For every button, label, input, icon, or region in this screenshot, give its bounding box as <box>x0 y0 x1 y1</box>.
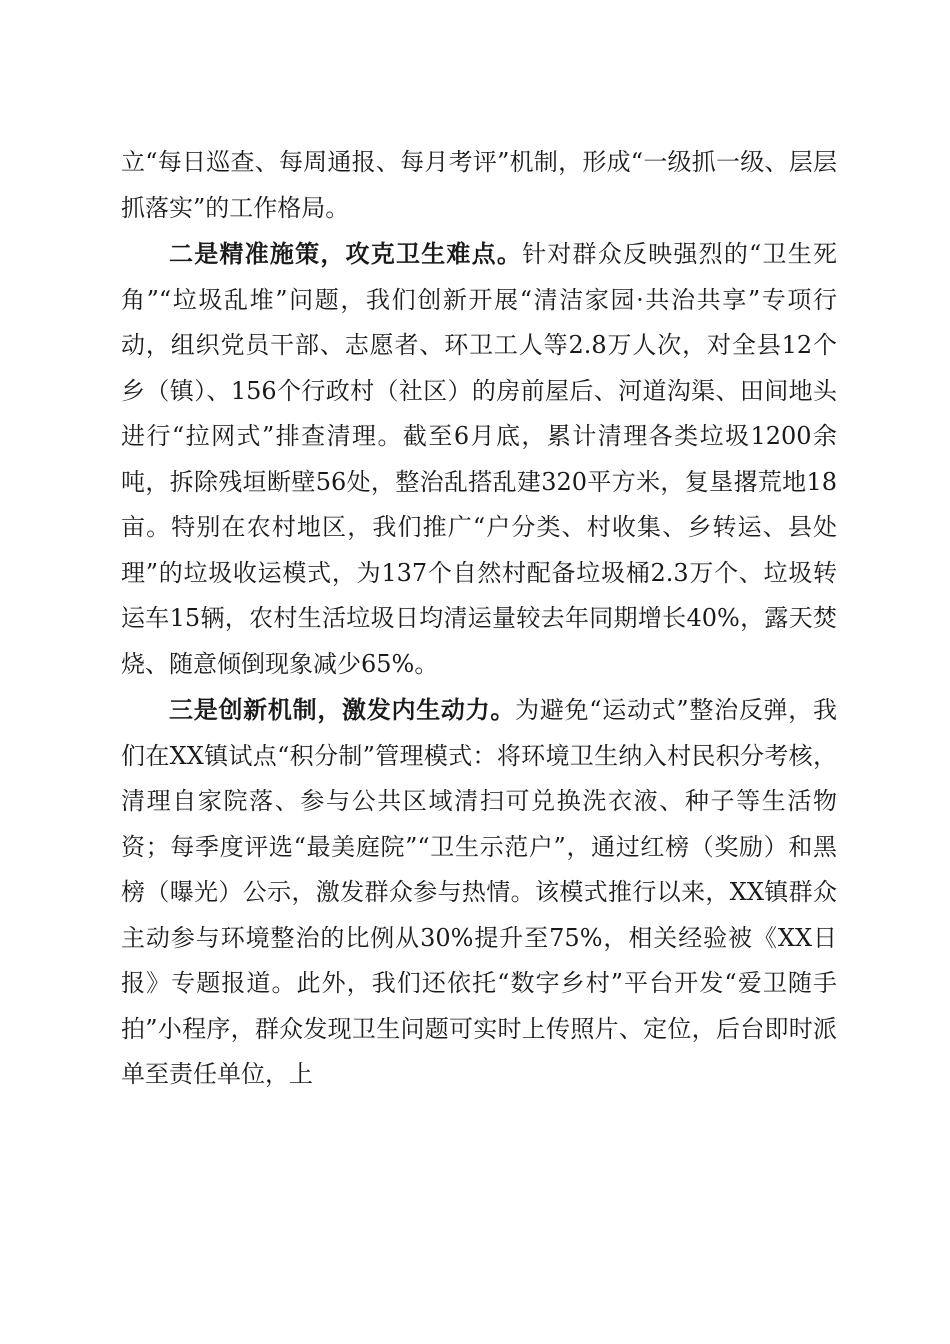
paragraph-body: 为避免“运动式”整治反弹，我们在XX镇试点“积分制”管理模式：将环境卫生纳入村民积分考核，清理自家院落、参与公共区域清扫可兑换洗衣液、种子等生活物资；每季度评选“最美庭院”“卫生示范户”，通过红榜（奖励）和黑榜（曝光）公示，激发群众参与热情。该模式推行以来，XX镇群众主动参与环境整治的比例从30%提升至75%，相关经验被《XX日报》专题报道。此外，我们还依托“数字乡村”平台开发“爱卫随手拍”小程序，群众发现卫生问题可实时上传照片、定位，后台即时派单至责任单位，上 <box>121 696 837 1088</box>
paragraph-point-two <box>121 231 837 687</box>
paragraph-continuation <box>121 140 837 231</box>
document-body <box>121 140 837 1098</box>
paragraph-body: 立“每日巡查、每周通报、每月考评”机制，形成“一级抓一级、层层抓落实”的工作格局。 <box>121 148 837 222</box>
paragraph-point-three <box>121 687 837 1098</box>
paragraph-body: 针对群众反映强烈的“卫生死角”“垃圾乱堆”问题，我们创新开展“清洁家园·共治共享”专项行动，组织党员干部、志愿者、环卫工人等2.8万人次，对全县12个乡（镇）、156个行政村（社区）的房前屋后、河道沟渠、田间地头进行“拉网式”排查清理。截至6月底，累计清理各类垃圾1200余吨，拆除残垣断壁56处，整治乱搭乱建320平方米，复垦撂荒地18亩。特别在农村地区，我们推广“户分类、村收集、乡转运、县处理”的垃圾收运模式，为137个自然村配备垃圾桶2.3万个、垃圾转运车15辆，农村生活垃圾日均清运量较去年同期增长40%，露天焚烧、随意倾倒现象减少65%。 <box>121 240 837 678</box>
paragraph-lead: 二是精准施策，攻克卫生难点。 <box>169 239 523 268</box>
paragraph-lead: 三是创新机制，激发内生动力。 <box>169 695 516 724</box>
